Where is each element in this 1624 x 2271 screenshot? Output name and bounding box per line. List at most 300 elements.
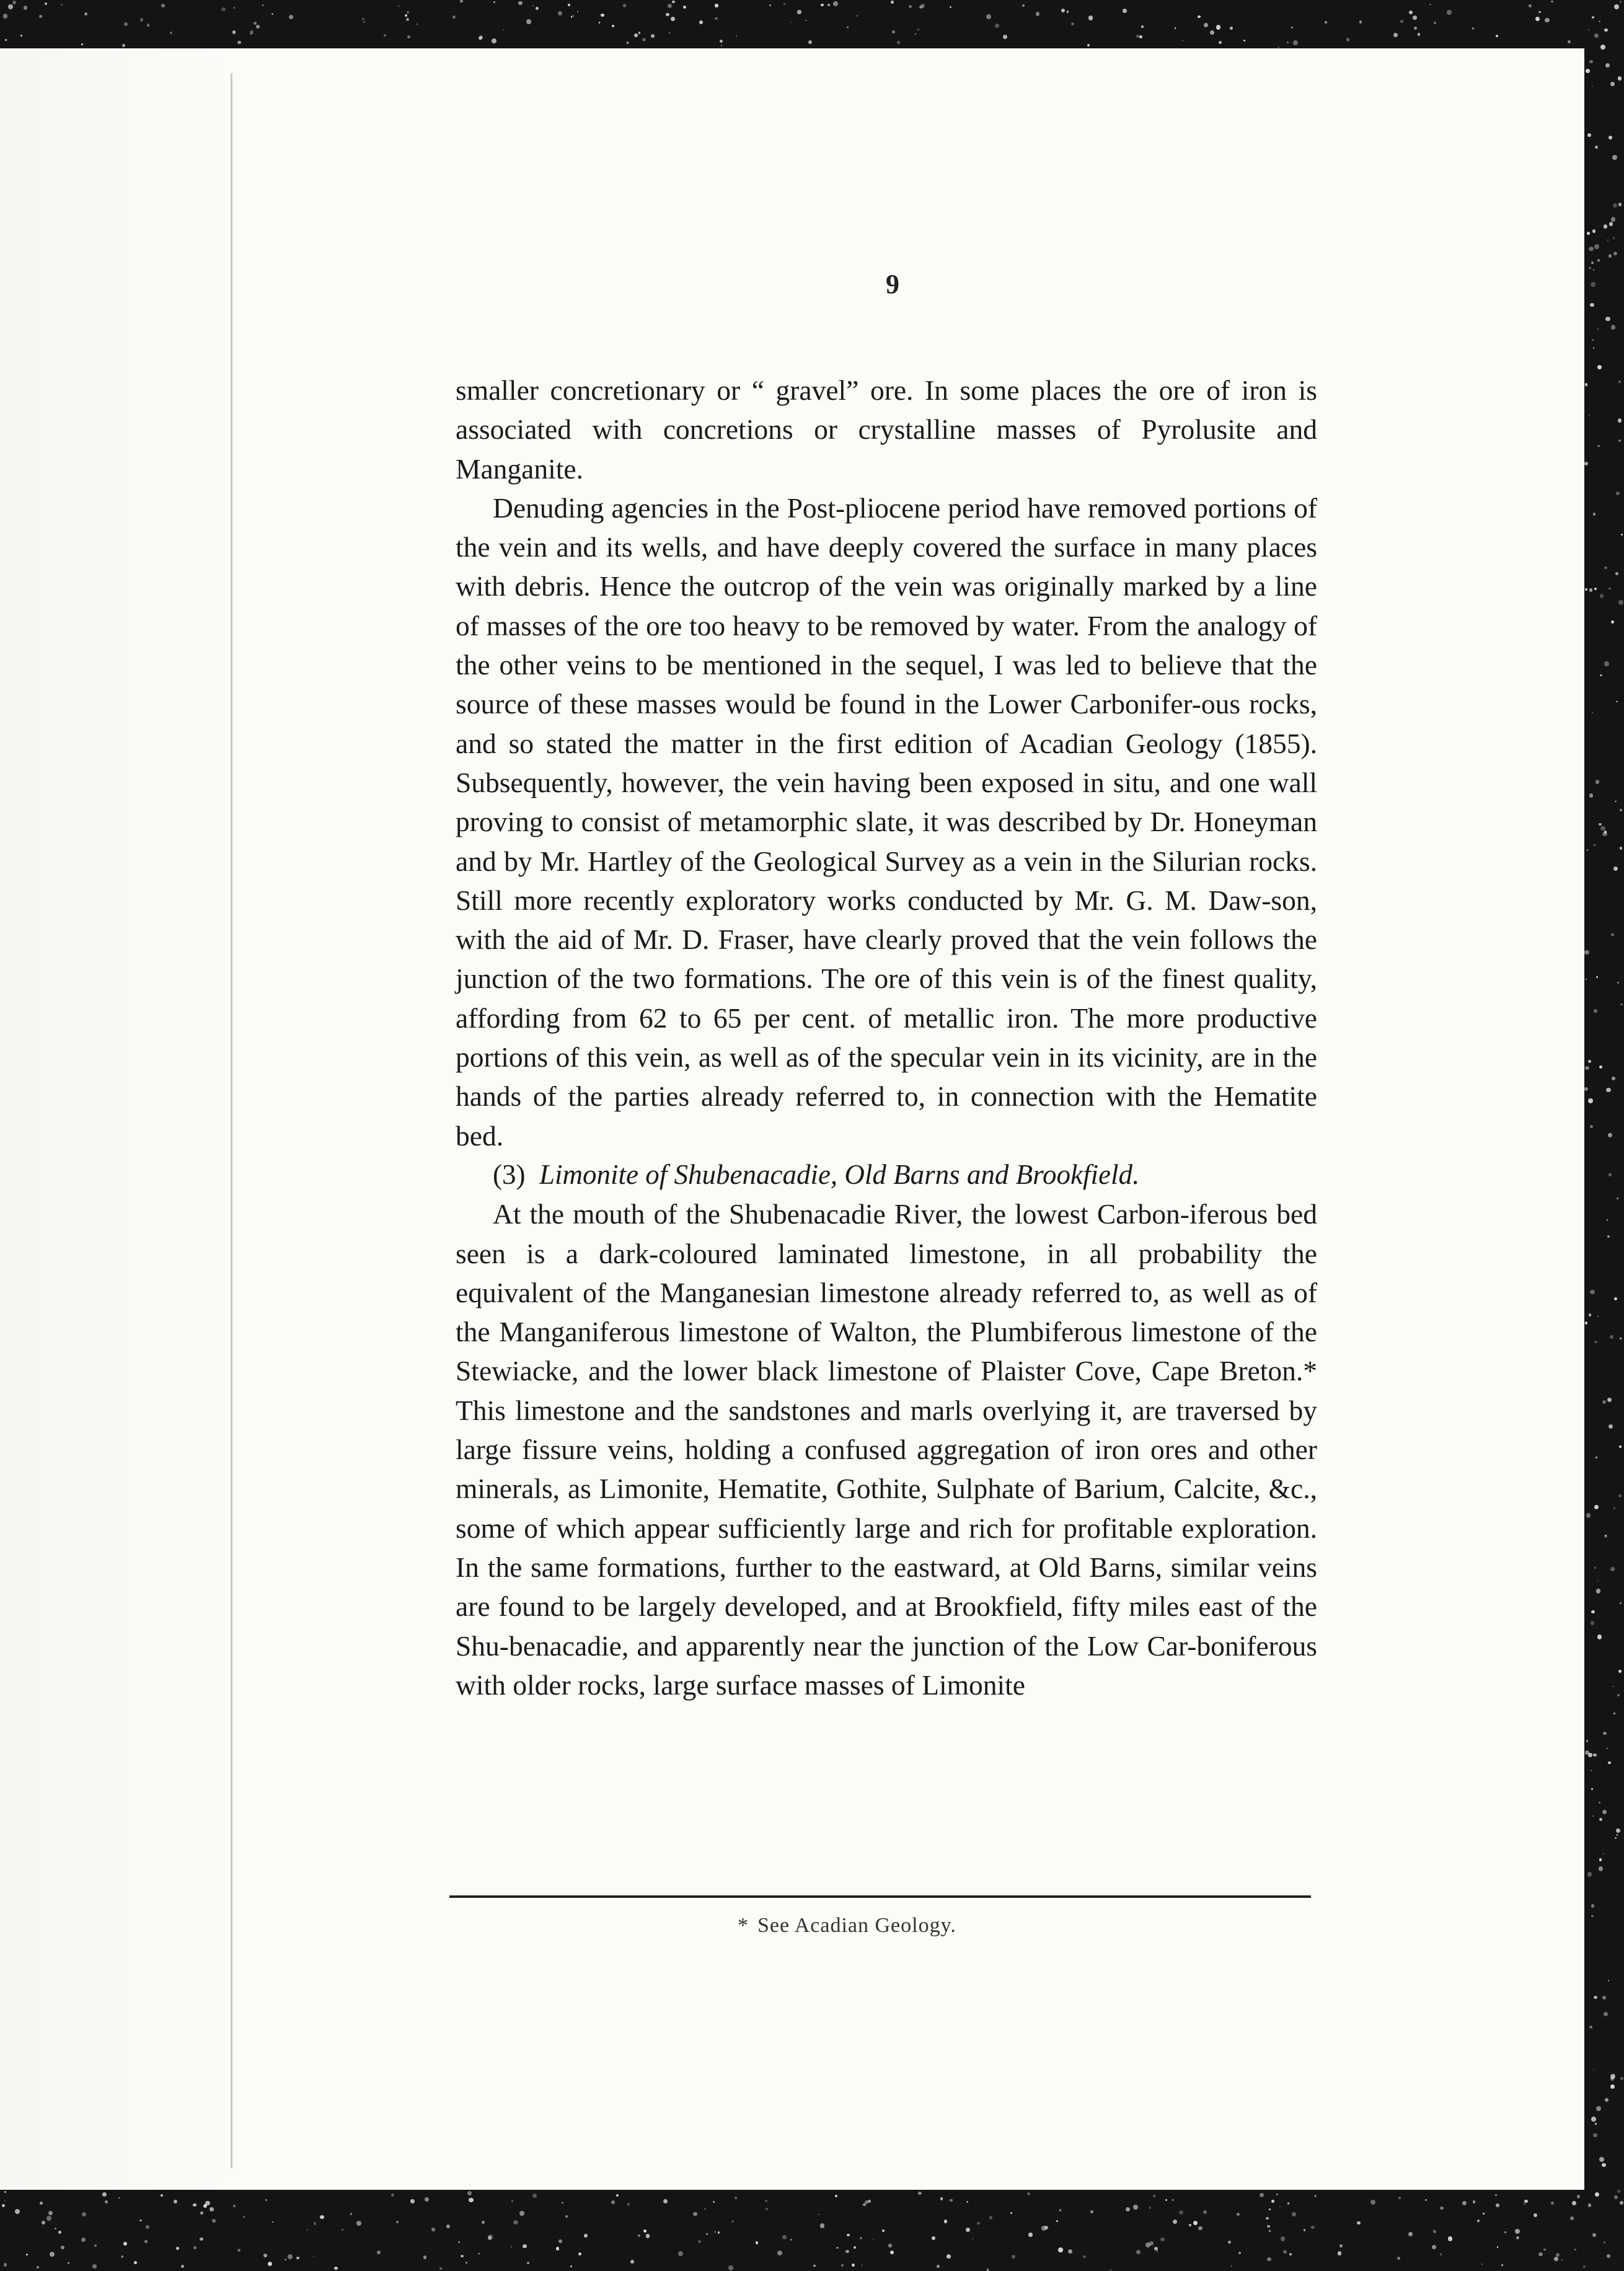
scan-speckle [1408, 2232, 1413, 2236]
scan-speckle [1496, 2203, 1499, 2207]
scan-speckle [1609, 588, 1610, 589]
scan-speckle [918, 2192, 921, 2195]
page-number: 9 [886, 269, 899, 299]
scan-speckle [121, 2257, 123, 2259]
scan-speckle [1068, 2249, 1072, 2254]
scan-speckle [210, 2207, 214, 2211]
scan-speckle [1607, 1235, 1610, 1238]
scan-speckle [1561, 2259, 1563, 2261]
scan-speckle [1597, 259, 1600, 262]
scan-speckle [1586, 69, 1590, 73]
scan-speckle [1501, 2264, 1503, 2266]
scan-speckle [769, 4, 772, 7]
scan-speckle [1584, 462, 1588, 465]
scan-speckle [1619, 1445, 1622, 1448]
scan-speckle [1276, 2194, 1278, 2195]
scan-speckle [1058, 2247, 1063, 2252]
scan-speckle [1620, 2077, 1623, 2080]
scan-speckle [1591, 262, 1594, 264]
scan-speckle [1584, 950, 1589, 955]
scan-speckle [1607, 1398, 1612, 1403]
scan-speckle [1599, 1065, 1602, 1069]
scan-speckle [1609, 136, 1612, 139]
scan-speckle [1593, 513, 1596, 516]
scan-speckle [144, 2240, 148, 2243]
scan-speckle [1260, 2193, 1264, 2197]
paragraph-continued: smaller concretionary or “ gravel” ore. In some places the ore of iron is associated with concretions or crystalline masses of Pyrolusite and Manganite. [456, 374, 1317, 485]
scan-speckle [37, 2266, 39, 2269]
scan-speckle [1230, 27, 1233, 30]
scan-speckle [479, 37, 482, 40]
scan-speckle [562, 2202, 563, 2204]
scan-speckle [1551, 1, 1553, 3]
scan-speckle [678, 2251, 683, 2256]
scan-speckle [503, 29, 504, 30]
scan-speckle [1585, 588, 1587, 591]
scan-speckle [1608, 1133, 1612, 1137]
scan-speckle [1609, 1173, 1612, 1176]
scan-speckle [1269, 2208, 1271, 2210]
scan-speckle [1434, 22, 1436, 24]
scan-speckle [20, 35, 22, 37]
scan-speckle [446, 2225, 450, 2228]
scan-speckle [1599, 20, 1600, 22]
scan-speckle [989, 2216, 992, 2219]
scan-speckle [1133, 2205, 1138, 2210]
scan-speckle [1620, 847, 1622, 849]
scan-speckle [1292, 2212, 1296, 2216]
scan-speckle [1618, 1670, 1622, 1673]
scan-speckle [611, 2200, 615, 2204]
scan-speckle [862, 2264, 863, 2266]
scan-speckle [852, 2264, 855, 2267]
scan-speckle [699, 20, 703, 24]
scan-speckle [571, 16, 572, 17]
scan-speckle [102, 2192, 107, 2197]
scan-speckle [1551, 2202, 1554, 2205]
scan-speckle [1136, 2250, 1141, 2254]
scan-speckle [1545, 18, 1549, 22]
scan-speckle [1448, 2236, 1453, 2241]
scan-speckle [1157, 2251, 1158, 2252]
scan-speckle [1036, 12, 1039, 15]
scan-speckle [523, 2244, 527, 2249]
scan-speckle [882, 2229, 884, 2231]
scan-speckle [518, 1, 522, 5]
scan-speckle [1614, 2195, 1618, 2199]
scan-speckle [777, 2251, 782, 2256]
scan-speckle [1591, 1770, 1592, 1771]
scan-speckle [1087, 44, 1090, 47]
scan-speckle [995, 24, 999, 28]
scan-speckle [391, 2194, 394, 2197]
scan-speckle [68, 2262, 69, 2264]
scan-speckle [1472, 27, 1475, 30]
scan-speckle [1281, 2236, 1286, 2241]
scan-speckle [1237, 2213, 1240, 2216]
scan-speckle [1589, 60, 1593, 64]
scan-speckle [1139, 35, 1142, 38]
scan-speckle [1607, 1219, 1609, 1221]
scan-speckle [1591, 1915, 1594, 1918]
scan-speckle [4, 2263, 7, 2266]
scan-speckle [756, 2241, 758, 2244]
scan-speckle [1611, 325, 1615, 329]
scan-speckle [1609, 1424, 1613, 1429]
scan-speckle [398, 6, 399, 7]
scan-speckle [683, 6, 686, 9]
scan-speckle [584, 2234, 588, 2238]
scan-speckle [1604, 567, 1607, 570]
scan-speckle [1027, 2192, 1030, 2195]
scan-speckle [1597, 1316, 1599, 1317]
scan-speckle [320, 2215, 324, 2220]
scan-speckle [634, 33, 638, 37]
scan-speckle [627, 42, 629, 44]
scan-speckle [1587, 133, 1591, 137]
scan-speckle [1283, 2250, 1287, 2254]
scan-speckle [58, 2231, 62, 2234]
scan-speckle [917, 29, 919, 30]
scan-speckle [1153, 2195, 1155, 2197]
scan-speckle [1591, 1621, 1594, 1625]
scan-speckle [1059, 2209, 1061, 2211]
scan-speckle [200, 2238, 203, 2241]
scan-speckle [1003, 35, 1008, 40]
scan-speckle [350, 2213, 352, 2215]
scan-speckle [1613, 867, 1618, 871]
scan-speckle [669, 32, 670, 33]
scan-speckle [1160, 2238, 1164, 2241]
scan-speckle [84, 12, 87, 15]
scan-speckle [1149, 2207, 1151, 2208]
scan-speckle [1083, 2256, 1085, 2258]
scan-speckle [1604, 29, 1607, 32]
scan-speckle [193, 2203, 196, 2207]
scan-speckle [1238, 2252, 1241, 2254]
scan-speckle [1595, 1457, 1597, 1458]
scan-speckle [1605, 317, 1610, 321]
scan-speckle [897, 41, 900, 44]
scan-speckle [1597, 1581, 1599, 1582]
scan-speckle [26, 2254, 28, 2256]
scan-speckle [1534, 2213, 1537, 2217]
scan-speckle [1621, 534, 1623, 536]
scan-speckle [1538, 2252, 1542, 2256]
scan-speckle [1172, 2199, 1173, 2200]
scan-speckle [1012, 2255, 1015, 2259]
scan-speckle [1594, 1009, 1597, 1013]
scan-speckle [1593, 269, 1595, 271]
scan-speckle [1611, 217, 1616, 222]
scan-speckle [342, 2229, 343, 2231]
scan-speckle [1496, 35, 1498, 37]
scan-speckle [1554, 2257, 1558, 2261]
scan-speckle [1515, 2229, 1520, 2234]
scan-speckle [1613, 1713, 1615, 1714]
scan-speckle [15, 2209, 20, 2214]
scan-speckle [1591, 2117, 1595, 2121]
scan-speckle [1447, 10, 1452, 15]
scan-speckle [1339, 2244, 1342, 2247]
scan-speckle [431, 2228, 435, 2231]
scan-speckle [813, 2265, 815, 2267]
scan-speckle [417, 24, 418, 25]
scan-speckle [666, 13, 669, 17]
scan-speckle [1600, 826, 1605, 831]
scan-speckle [1216, 25, 1220, 29]
scan-speckle [50, 2252, 55, 2257]
scan-speckle [176, 2247, 179, 2250]
footnote-mark: * [738, 1914, 749, 1937]
scan-speckle [362, 18, 364, 20]
scan-speckle [1620, 1602, 1622, 1604]
scan-speckle [1165, 2199, 1167, 2201]
scan-speckle [1370, 2200, 1375, 2205]
footnote [738, 1914, 1172, 1938]
scan-speckle [1599, 823, 1602, 826]
scan-speckle [1612, 155, 1617, 159]
scan-speckle [790, 2239, 792, 2241]
scan-speckle [1524, 2203, 1526, 2205]
scan-speckle [693, 2212, 697, 2216]
scan-speckle [469, 2198, 473, 2202]
scan-speckle [1175, 27, 1176, 29]
scan-speckle [1266, 2217, 1269, 2220]
scan-speckle [706, 2233, 707, 2234]
scan-speckle [5, 39, 7, 41]
scan-speckle [1287, 2202, 1289, 2204]
scan-speckle [1572, 2201, 1576, 2205]
scan-speckle [1592, 339, 1593, 340]
scan-speckle [81, 43, 83, 45]
scan-speckle [718, 2231, 720, 2234]
scan-speckle [61, 4, 63, 6]
scan-speckle [558, 2239, 563, 2244]
scan-speckle [1418, 33, 1420, 35]
scan-speckle [212, 2219, 215, 2222]
scan-speckle [932, 2236, 935, 2240]
scan-speckle [1189, 2224, 1191, 2226]
scan-speckle [1594, 1567, 1596, 1569]
scan-speckle [1615, 1837, 1617, 1840]
scan-speckle [1570, 2216, 1574, 2220]
scan-speckle [808, 40, 812, 44]
scan-speckle [630, 2260, 634, 2264]
scan-speckle [1595, 780, 1599, 783]
scan-speckle [1204, 23, 1208, 27]
scan-speckle [1588, 1098, 1593, 1103]
scan-speckle [966, 2201, 968, 2203]
scan-speckle [1617, 1834, 1618, 1836]
scan-speckle [1596, 1589, 1601, 1594]
scan-speckle [405, 14, 407, 17]
scan-speckle [715, 17, 718, 20]
scan-speckle [452, 15, 456, 19]
scan-speckle [1595, 2123, 1597, 2125]
scan-speckle [1605, 2098, 1609, 2102]
scan-speckle [698, 2240, 701, 2243]
scan-speckle [237, 41, 241, 45]
scan-speckle [1607, 239, 1609, 241]
scan-speckle [461, 2255, 463, 2257]
scan-speckle [1591, 1904, 1594, 1907]
scan-speckle [313, 2256, 314, 2257]
scan-speckle [1617, 1197, 1618, 1199]
scan-speckle [1602, 832, 1607, 837]
scan-speckle [478, 2253, 480, 2255]
scan-speckle [233, 2205, 236, 2207]
scan-speckle [1279, 2206, 1281, 2207]
scan-speckle [1604, 2241, 1605, 2243]
scan-speckle [1618, 600, 1623, 605]
scan-speckle [599, 22, 600, 23]
paragraph-shubenacadie: At the mouth of the Shubenacadie River, the lowest Carbon-iferous bed seen is a dark-coloured laminated limestone, in all probability the equivalent of the Manganesian limestone already referred to, as well as of the Manganiferous limestone of Walton, the Plumbiferous limestone of the Stewiacke, and the lower black limestone of Plaister Cove, Cape Breton.* This limestone and the sandstones and marls overlying it, are traversed by large fissure veins, holding a confused aggregation of iron ores and other minerals, as Limonite, Hematite, Gothite, Sulphate of Barium, Calcite, &c., some of which appear sufficiently large and rich for profitable exploration. In the same formations, further to the eastward, at Old Barns, similar veins are found to be largely developed, and at Brookfield, fifty miles east of the Shu-benacadie, and apparently near the junction of the Low Car-boniferous with older rocks, large surface masses of Limonite [456, 1198, 1317, 1701]
scan-speckle [467, 2191, 472, 2195]
scan-speckle [1610, 82, 1615, 86]
scan-speckle [147, 24, 149, 26]
scan-speckle [1219, 41, 1222, 44]
scan-speckle [1429, 4, 1431, 5]
scan-speckle [1589, 2026, 1592, 2029]
scan-speckle [268, 2262, 272, 2266]
scan-speckle [170, 32, 172, 34]
scan-speckle [161, 4, 165, 7]
scan-speckle [1594, 1996, 1597, 1999]
scan-speckle [1311, 2226, 1314, 2229]
scan-speckle [200, 2211, 203, 2215]
scan-speckle [1269, 2230, 1271, 2232]
scan-speckle [1588, 2203, 1592, 2207]
scan-speckle [1495, 2194, 1497, 2196]
scan-speckle [1615, 572, 1618, 575]
scan-speckle [1597, 365, 1602, 369]
scan-speckle [1409, 11, 1413, 14]
scan-speckle [1600, 45, 1605, 50]
scan-speckle [24, 6, 27, 9]
scan-speckle [1289, 2253, 1292, 2256]
scan-speckle [977, 2222, 979, 2225]
scan-speckle [721, 45, 723, 46]
scan-speckle [915, 33, 916, 35]
scan-speckle [565, 2215, 568, 2218]
section-title: Limonite of Shubenacadie, Old Barns and Brookfield. [539, 1158, 1140, 1190]
scan-speckle [1198, 2226, 1203, 2231]
scan-speckle [254, 22, 257, 25]
scan-speckle [947, 2254, 951, 2259]
scan-speckle [1602, 1400, 1606, 1404]
scan-speckle [847, 26, 849, 28]
scan-speckle [577, 11, 578, 12]
scan-speckle [1574, 2249, 1576, 2251]
section-number: (3) [493, 1158, 526, 1190]
scan-speckle [1090, 2210, 1093, 2213]
scan-speckle [1594, 844, 1595, 846]
scan-speckle [1613, 203, 1617, 208]
scan-speckle [1440, 2207, 1444, 2210]
scan-speckle [1618, 418, 1622, 422]
scan-speckle [668, 4, 672, 8]
scan-speckle [1231, 2265, 1232, 2267]
scan-speckle [460, 0, 462, 2]
scan-speckle [45, 2, 47, 5]
scan-speckle [1616, 1828, 1620, 1833]
scan-speckle [1291, 27, 1293, 29]
scan-speckle [847, 2234, 849, 2236]
scan-speckle [1287, 42, 1289, 43]
scan-speckle [1589, 415, 1590, 416]
scan-speckle [92, 2264, 96, 2268]
scan-speckle [1617, 1694, 1620, 1696]
scan-speckle [836, 2247, 839, 2249]
scan-speckle [396, 2221, 399, 2224]
scan-speckle [8, 4, 13, 9]
scan-speckle [1597, 1634, 1602, 1639]
scan-speckle [805, 20, 807, 22]
scan-speckle [1067, 11, 1069, 12]
scan-speckle [1483, 2213, 1485, 2215]
scan-speckle [1613, 237, 1615, 239]
scan-speckle [736, 35, 738, 37]
scan-speckle [232, 30, 236, 34]
scan-speckle [1590, 303, 1594, 307]
scan-speckle [1589, 588, 1593, 592]
scan-speckle [1593, 2069, 1594, 2070]
scan-speckle [124, 22, 128, 26]
scan-speckle [715, 4, 718, 7]
scan-speckle [735, 2197, 736, 2198]
scan-speckle [40, 2202, 43, 2205]
scan-speckle [704, 2208, 706, 2210]
scan-speckle [4, 2191, 6, 2193]
scan-speckle [488, 2234, 493, 2239]
scan-speckle [1587, 232, 1590, 235]
scan-speckle [1589, 793, 1594, 798]
scan-speckle [1593, 2133, 1597, 2138]
scan-speckle [643, 2229, 647, 2233]
scan-speckle [1061, 9, 1065, 12]
scan-speckle [714, 2231, 716, 2233]
scan-speckle [1596, 2106, 1601, 2111]
scan-speckle [783, 3, 785, 5]
scan-speckle [1577, 2195, 1580, 2198]
scan-speckle [42, 2221, 46, 2225]
paragraph-denuding-agencies: Denuding agencies in the Post-pliocene period have removed portions of the vein and its wells, and have deeply covered the surface in many places with debris. Hence the outcrop of the vein was originally marked by a line of masses of the ore too heavy to be removed by water. From the analogy of the other veins to be mentioned in the sequel, I was led to believe that the source of these masses would be found in the Lower Carbonifer-ous rocks, and so stated the matter in the first edition of Acadian Geology (1855). Subsequently, however, the vein having been exposed in situ, and one wall proving to consist of metamorphic slate, it was described by Dr. Honeyman and by Mr. Hartley of the Geological Survey as a vein in the Silurian rocks. Still more recently exploratory works conducted by Mr. G. M. Daw-son, with the aid of Mr. D. Fraser, have clearly proved that the vein follows the junction of the two formations. The ore of this vein is of the finest quality, affording from 62 to 65 per cent. of metallic iron. The more productive portions of this vein, as well as of the specular vein in its vicinity, are in the hands of the parties already referred to, in connection with the Hematite bed. [456, 492, 1317, 1152]
scan-speckle [1612, 1077, 1615, 1080]
scan-speckle [1543, 2249, 1546, 2251]
scan-speckle [1123, 9, 1127, 13]
scan-speckle [237, 2249, 241, 2252]
scan-speckle [1620, 1338, 1622, 1339]
scan-speckle [1590, 1290, 1595, 1295]
scan-speckle [1586, 979, 1587, 980]
scan-speckle [81, 2238, 86, 2242]
scan-speckle [1607, 2254, 1610, 2258]
page-gutter-shade [0, 48, 231, 2190]
scan-speckle [307, 2229, 308, 2231]
scan-speckle [672, 1, 675, 4]
scan-speckle [1587, 849, 1588, 850]
scan-speckle [671, 17, 675, 21]
scan-speckle [1608, 1980, 1609, 1981]
scan-speckle [526, 19, 531, 24]
scan-speckle [1618, 381, 1622, 384]
scan-speckle [1010, 2212, 1012, 2213]
scan-speckle [1592, 86, 1593, 87]
scan-speckle [1346, 38, 1349, 41]
scan-speckle [1613, 1507, 1615, 1509]
scan-speckle [1605, 63, 1610, 68]
